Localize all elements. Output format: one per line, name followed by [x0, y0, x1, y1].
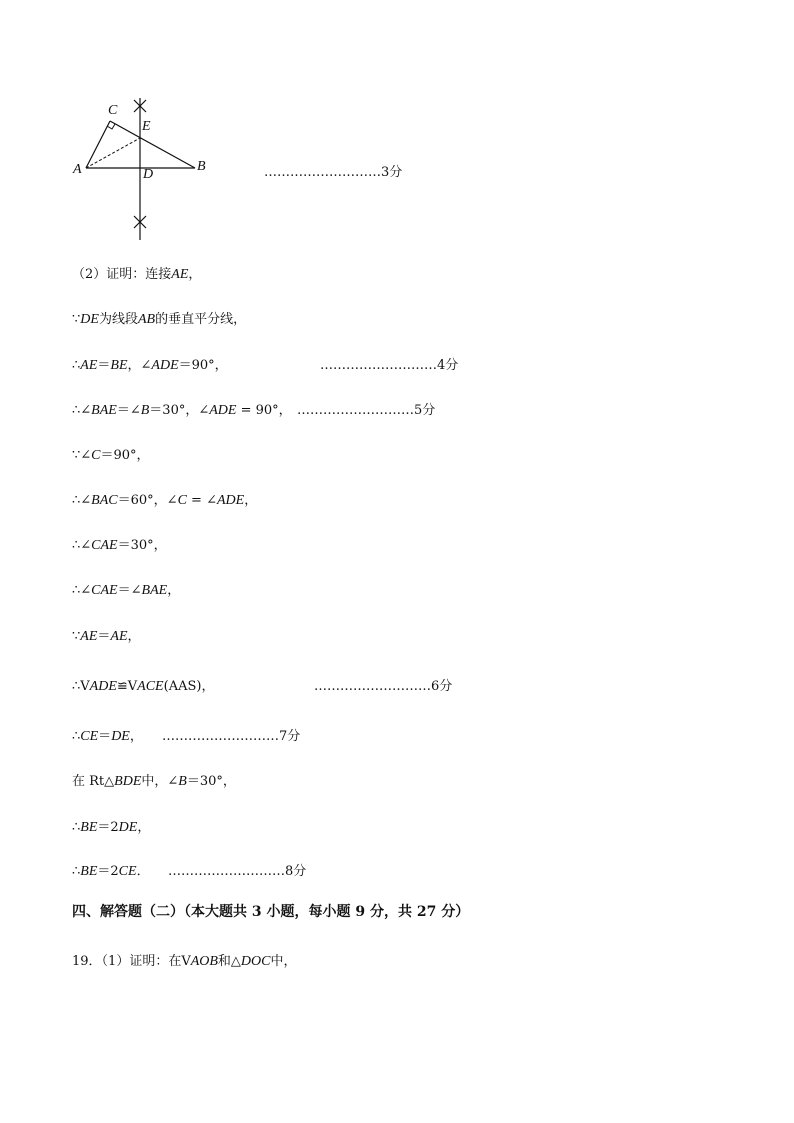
- proof-line-8: ∴∠CAE＝∠BAE，: [72, 583, 181, 598]
- section-heading: 四、解答题（二）（本大题共 3 小题，每小题 9 分，共 27 分）: [72, 904, 470, 920]
- score-8: ………………………8分: [168, 864, 307, 879]
- proof-line-10: ∴VADE≌VACE(AAS)，: [72, 679, 215, 694]
- proof-line-9: ∵AE＝AE，: [72, 629, 141, 644]
- proof-line-2: ∵DE为线段AB的垂直平分线，: [72, 312, 247, 327]
- proof-line-6: ∴∠BAC＝60°，∠C = ∠ADE，: [72, 493, 258, 508]
- triangle-figure: [70, 96, 220, 246]
- score-4: ………………………4分: [320, 358, 459, 373]
- proof-line-7: ∴∠CAE＝30°，: [72, 538, 167, 553]
- label-b: B: [197, 159, 206, 174]
- score-7: ………………………7分: [162, 729, 301, 744]
- proof-line-13: ∴BE＝2DE，: [72, 820, 151, 835]
- proof-line-11: ∴CE＝DE，: [72, 729, 143, 744]
- score-6: ………………………6分: [314, 679, 453, 694]
- score-5: ………………………5分: [297, 403, 436, 418]
- proof-line-12: 在 Rt△BDE中，∠B＝30°，: [72, 774, 236, 789]
- side-cb: [110, 121, 195, 168]
- label-a: A: [73, 162, 82, 177]
- side-ac: [86, 121, 110, 168]
- label-e: E: [142, 119, 151, 134]
- proof-line-14: ∴BE＝2CE．: [72, 864, 150, 879]
- proof-line-5: ∵∠C＝90°，: [72, 448, 150, 463]
- proof-line-1: （2）证明：连接AE，: [72, 267, 202, 282]
- proof-line-4: ∴∠BAE＝∠B＝30°，∠ADE = 90°，: [72, 403, 292, 418]
- proof-line-3: ∴AE＝BE，∠ADE＝90°，: [72, 358, 228, 373]
- label-c: C: [108, 103, 118, 118]
- figure-score: ………………………3分: [264, 165, 403, 180]
- question-19-line: 19．（1）证明：在VAOB和△DOC中，: [72, 954, 297, 969]
- label-d: D: [143, 167, 154, 182]
